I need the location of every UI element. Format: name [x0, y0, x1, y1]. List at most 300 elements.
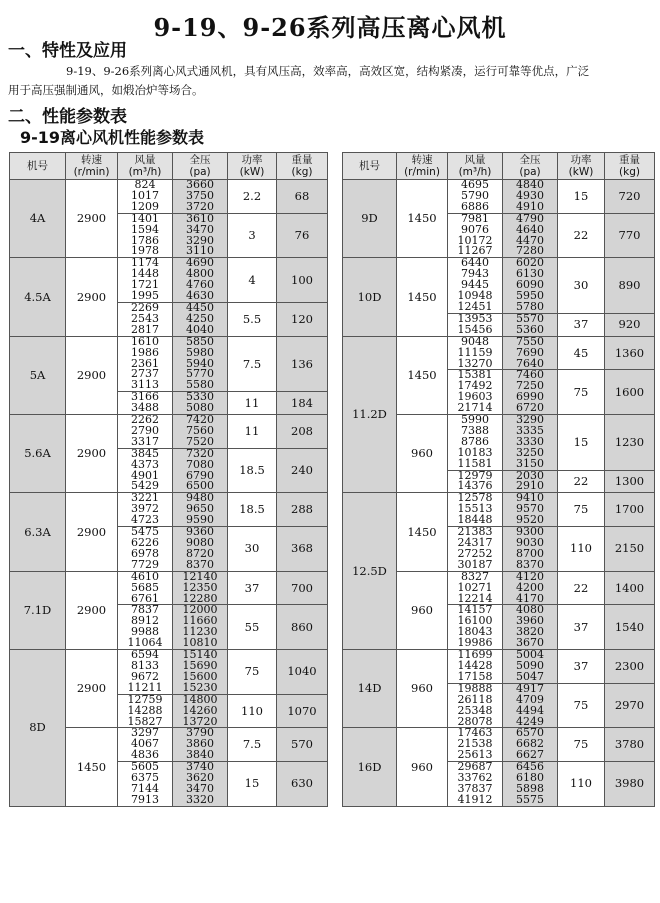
column-header-name: 功率	[241, 154, 263, 166]
flow-value: 11211	[127, 680, 163, 694]
power-cell: 7.5	[228, 336, 277, 392]
flow-cell	[118, 180, 173, 214]
flow-value: 9076	[461, 222, 489, 236]
pressure-value: 4800	[186, 267, 214, 281]
flow-cell	[118, 392, 173, 415]
flow-cell	[118, 650, 173, 695]
flow-value: 14376	[457, 479, 493, 493]
weight-cell: 136	[277, 336, 328, 392]
power-cell: 37	[558, 650, 605, 684]
pressure-value: 3660	[186, 179, 214, 191]
pressure-value: 12000	[182, 604, 218, 617]
weight-cell: 76	[277, 213, 328, 258]
column-header-name: 机号	[27, 160, 48, 172]
pressure-value: 5090	[516, 658, 544, 672]
column-header	[118, 153, 173, 180]
power-cell: 75	[228, 650, 277, 695]
power-cell: 3	[228, 213, 277, 258]
flow-value: 16100	[457, 614, 493, 628]
flow-cell	[118, 336, 173, 392]
flow-value: 8786	[461, 434, 489, 448]
pressure-value: 9410	[516, 492, 544, 505]
flow-cell	[448, 762, 503, 807]
pressure-value: 6020	[516, 257, 544, 270]
pressure-value: 4250	[186, 311, 214, 325]
flow-value: 2361	[131, 356, 159, 370]
pressure-cell	[503, 650, 558, 684]
power-cell: 75	[558, 683, 605, 728]
flow-cell	[118, 762, 173, 807]
model-cell: 12.5D	[343, 493, 397, 650]
speed-cell: 960	[397, 571, 448, 649]
flow-cell	[118, 527, 173, 572]
pressure-value: 6090	[516, 278, 544, 292]
pressure-value: 4760	[186, 278, 214, 292]
pressure-value: 4450	[186, 302, 214, 314]
pressure-cell	[503, 415, 558, 471]
pressure-value: 4120	[516, 571, 544, 583]
flow-cell	[448, 650, 503, 684]
flow-value: 7981	[461, 213, 489, 225]
table-row	[10, 258, 328, 269]
weight-cell: 770	[605, 213, 655, 258]
pressure-value: 6500	[186, 479, 214, 493]
model-cell: 8D	[10, 650, 66, 807]
flow-value: 8912	[131, 614, 159, 628]
pressure-value: 12140	[182, 571, 218, 583]
flow-cell	[118, 605, 173, 650]
pressure-value: 3720	[186, 199, 214, 213]
pressure-value: 15690	[182, 658, 218, 672]
pressure-value: 3290	[516, 414, 544, 427]
column-header	[605, 153, 655, 180]
pressure-value: 4790	[516, 213, 544, 225]
speed-cell: 960	[397, 728, 448, 806]
power-cell: 22	[558, 213, 605, 258]
flow-value: 2269	[131, 302, 159, 314]
flow-value: 4836	[131, 748, 159, 762]
flow-value: 19888	[457, 683, 493, 695]
pressure-value: 4690	[186, 257, 214, 270]
section-heading-parameters: 二、性能参数表	[8, 107, 127, 127]
speed-cell: 2900	[66, 650, 118, 728]
flow-cell	[118, 571, 173, 605]
pressure-value: 5850	[186, 336, 214, 348]
flow-value: 3845	[131, 448, 159, 460]
column-header-unit: (pa)	[519, 166, 541, 178]
pressure-value: 4709	[516, 692, 544, 706]
pressure-cell	[173, 694, 228, 728]
model-cell: 9D	[343, 180, 397, 258]
column-header-unit: (m³/h)	[458, 166, 492, 178]
power-cell: 11	[228, 415, 277, 449]
pressure-value: 3790	[186, 727, 214, 740]
pressure-value: 6790	[186, 468, 214, 482]
column-header-unit: (r/min)	[73, 166, 110, 178]
model-cell: 14D	[343, 650, 397, 728]
pressure-value: 5080	[186, 401, 214, 415]
pressure-value: 5950	[516, 289, 544, 303]
pressure-value: 13720	[182, 714, 218, 728]
weight-cell: 920	[605, 313, 655, 336]
table-title: 9-19离心风机性能参数表	[20, 128, 205, 147]
pressure-value: 3320	[186, 792, 214, 806]
speed-cell: 2900	[66, 180, 118, 258]
model-cell: 11.2D	[343, 336, 397, 493]
pressure-cell	[173, 493, 228, 527]
pressure-cell	[173, 180, 228, 214]
flow-value: 1721	[131, 278, 159, 292]
pressure-cell	[173, 415, 228, 449]
pressure-cell	[173, 302, 228, 336]
pressure-cell	[503, 728, 558, 762]
pressure-value: 5570	[516, 313, 544, 325]
pressure-value: 4840	[516, 179, 544, 191]
flow-value: 15381	[457, 369, 493, 382]
flow-value: 3317	[131, 434, 159, 448]
power-cell: 30	[558, 258, 605, 314]
flow-value: 1786	[131, 233, 159, 247]
weight-cell: 68	[277, 180, 328, 214]
flow-value: 7144	[131, 781, 159, 795]
speed-cell: 1450	[397, 180, 448, 258]
pressure-cell	[503, 313, 558, 336]
model-cell: 7.1D	[10, 571, 66, 649]
pressure-value: 7320	[186, 448, 214, 460]
flow-value: 9445	[461, 278, 489, 292]
power-cell: 30	[228, 527, 277, 572]
pressure-value: 6990	[516, 390, 544, 404]
flow-value: 25348	[457, 703, 493, 717]
speed-cell: 1450	[397, 258, 448, 336]
model-cell: 4A	[10, 180, 66, 258]
pressure-value: 9360	[186, 526, 214, 539]
pressure-cell	[503, 258, 558, 314]
speed-cell: 2900	[66, 258, 118, 336]
pressure-cell	[503, 762, 558, 807]
table-header-row	[10, 153, 328, 180]
pressure-value: 4917	[516, 683, 544, 695]
weight-cell: 2970	[605, 683, 655, 728]
pressure-cell	[503, 213, 558, 258]
column-header-unit: (pa)	[189, 166, 211, 178]
pressure-value: 5898	[516, 781, 544, 795]
model-cell: 5A	[10, 336, 66, 414]
flow-value: 11064	[127, 636, 163, 650]
column-header	[173, 153, 228, 180]
power-cell: 37	[558, 313, 605, 336]
column-header-unit: (kW)	[568, 166, 594, 178]
pressure-value: 3150	[516, 456, 544, 470]
flow-value: 15513	[457, 502, 493, 516]
weight-cell: 630	[277, 762, 328, 807]
power-cell: 110	[558, 527, 605, 572]
speed-cell: 2900	[66, 571, 118, 649]
flow-value: 7943	[461, 267, 489, 281]
table-row	[10, 180, 328, 191]
column-header-unit: (kg)	[291, 166, 313, 178]
power-cell: 22	[558, 571, 605, 605]
pressure-cell	[173, 448, 228, 493]
pressure-value: 3330	[516, 434, 544, 448]
table-row	[10, 336, 328, 347]
pressure-value: 15600	[182, 669, 218, 683]
power-cell: 110	[558, 762, 605, 807]
speed-cell: 1450	[66, 728, 118, 806]
column-header-unit: (kg)	[619, 166, 640, 178]
pressure-value: 9030	[516, 536, 544, 549]
flow-cell	[448, 470, 503, 493]
performance-table-left	[9, 152, 328, 807]
table-row	[10, 415, 328, 426]
flow-value: 18448	[457, 513, 493, 527]
pressure-value: 8720	[186, 546, 214, 560]
flow-value: 6226	[131, 536, 159, 549]
flow-cell	[118, 694, 173, 728]
pressure-cell	[173, 213, 228, 258]
flow-cell	[448, 493, 503, 527]
column-header	[397, 153, 448, 180]
table-row	[10, 493, 328, 504]
flow-cell	[448, 728, 503, 762]
flow-value: 7388	[461, 423, 489, 437]
flow-cell	[448, 370, 503, 415]
model-cell: 4.5A	[10, 258, 66, 336]
speed-cell: 2900	[66, 493, 118, 571]
flow-value: 3221	[131, 492, 159, 505]
weight-cell: 288	[277, 493, 328, 527]
pressure-value: 3670	[516, 636, 544, 650]
pressure-cell	[173, 728, 228, 762]
flow-value: 19603	[457, 390, 493, 404]
flow-value: 5475	[131, 526, 159, 539]
flow-value: 9988	[131, 625, 159, 639]
pressure-value: 5580	[186, 378, 214, 392]
column-header	[10, 153, 66, 180]
weight-cell: 890	[605, 258, 655, 314]
pressure-value: 5330	[186, 391, 214, 404]
pressure-value: 8700	[516, 546, 544, 560]
pressure-value: 7550	[516, 336, 544, 348]
weight-cell: 368	[277, 527, 328, 572]
flow-value: 17492	[457, 379, 493, 393]
flow-value: 27252	[457, 546, 493, 560]
flow-value: 4373	[131, 457, 159, 471]
weight-cell: 1600	[605, 370, 655, 415]
pressure-value: 4249	[516, 714, 544, 728]
speed-cell: 2900	[66, 415, 118, 493]
flow-value: 15456	[457, 322, 493, 336]
flow-value: 5990	[461, 414, 489, 427]
column-header-unit: (kW)	[239, 166, 265, 178]
flow-value: 4067	[131, 737, 159, 751]
flow-cell	[448, 415, 503, 471]
weight-cell: 100	[277, 258, 328, 303]
flow-value: 15827	[127, 714, 163, 728]
section-heading-features: 一、特性及应用	[8, 41, 127, 61]
flow-value: 2543	[131, 311, 159, 325]
column-header-unit: (r/min)	[404, 166, 440, 178]
flow-value: 1174	[131, 257, 159, 270]
flow-value: 1995	[131, 289, 159, 303]
flow-value: 25613	[457, 748, 493, 762]
pressure-value: 3820	[516, 625, 544, 639]
flow-value: 3113	[131, 378, 159, 392]
flow-value: 8327	[461, 571, 489, 583]
pressure-value: 11230	[182, 625, 218, 639]
flow-value: 14428	[457, 658, 493, 672]
power-cell: 55	[228, 605, 277, 650]
flow-cell	[448, 683, 503, 728]
power-cell: 22	[558, 470, 605, 493]
flow-value: 4723	[131, 513, 159, 527]
column-header	[558, 153, 605, 180]
flow-value: 7913	[131, 792, 159, 806]
pressure-value: 3335	[516, 423, 544, 437]
flow-cell	[448, 605, 503, 650]
flow-value: 2737	[131, 367, 159, 381]
flow-cell	[118, 302, 173, 336]
pressure-value: 3250	[516, 445, 544, 459]
pressure-value: 4630	[186, 289, 214, 303]
flow-value: 17463	[457, 727, 493, 740]
pressure-value: 5047	[516, 669, 544, 683]
flow-value: 3972	[131, 502, 159, 516]
flow-value: 1594	[131, 222, 159, 236]
pressure-value: 3610	[186, 213, 214, 225]
pressure-value: 5980	[186, 345, 214, 359]
pressure-value: 4040	[186, 322, 214, 336]
column-header-name: 功率	[570, 154, 592, 166]
pressure-cell	[173, 336, 228, 392]
flow-value: 6886	[461, 199, 489, 213]
flow-value: 6375	[131, 771, 159, 785]
column-header-name: 转速	[411, 154, 433, 166]
flow-value: 6978	[131, 546, 159, 560]
flow-cell	[118, 728, 173, 762]
model-cell: 6.3A	[10, 493, 66, 571]
description-paragraph	[8, 62, 653, 100]
pressure-value: 12280	[182, 591, 218, 605]
power-cell: 75	[558, 370, 605, 415]
flow-value: 12214	[457, 591, 493, 605]
pressure-cell	[173, 392, 228, 415]
flow-value: 3166	[131, 391, 159, 404]
pressure-value: 7280	[516, 244, 544, 258]
pressure-value: 11660	[182, 614, 218, 628]
flow-value: 5685	[131, 580, 159, 594]
flow-value: 7729	[131, 557, 159, 571]
flow-value: 10948	[457, 289, 493, 303]
flow-value: 6761	[131, 591, 159, 605]
flow-value: 10183	[457, 445, 493, 459]
weight-cell: 1040	[277, 650, 328, 695]
flow-value: 11267	[457, 244, 493, 258]
flow-value: 1209	[131, 199, 159, 213]
pressure-value: 7460	[516, 369, 544, 382]
flow-value: 14288	[127, 703, 163, 717]
pressure-value: 6720	[516, 401, 544, 415]
pressure-value: 3860	[186, 737, 214, 751]
flow-value: 26118	[457, 692, 493, 706]
pressure-value: 7560	[186, 423, 214, 437]
table-row	[343, 258, 655, 269]
weight-cell: 2300	[605, 650, 655, 684]
pressure-value: 3290	[186, 233, 214, 247]
model-cell: 5.6A	[10, 415, 66, 493]
power-cell: 37	[558, 605, 605, 650]
weight-cell: 3980	[605, 762, 655, 807]
column-header-name: 重量	[619, 154, 640, 166]
power-cell: 5.5	[228, 302, 277, 336]
pressure-value: 4200	[516, 580, 544, 594]
column-header	[277, 153, 328, 180]
table-row	[343, 493, 655, 504]
table-header-row	[343, 153, 655, 180]
pressure-value: 3740	[186, 761, 214, 774]
pressure-cell	[503, 571, 558, 605]
flow-value: 21714	[457, 401, 493, 415]
pressure-cell	[173, 762, 228, 807]
pressure-value: 4494	[516, 703, 544, 717]
pressure-value: 4930	[516, 188, 544, 202]
pressure-value: 4910	[516, 199, 544, 213]
flow-cell	[118, 415, 173, 449]
pressure-value: 7080	[186, 457, 214, 471]
pressure-cell	[173, 605, 228, 650]
power-cell: 110	[228, 694, 277, 728]
model-cell: 16D	[343, 728, 397, 806]
pressure-value: 5780	[516, 299, 544, 313]
flow-value: 9672	[131, 669, 159, 683]
column-header-name: 机号	[359, 160, 380, 172]
flow-value: 11159	[457, 345, 493, 359]
column-header	[66, 153, 118, 180]
weight-cell: 1540	[605, 605, 655, 650]
table-row	[343, 728, 655, 739]
pressure-value: 9300	[516, 526, 544, 539]
flow-value: 10271	[457, 580, 493, 594]
flow-cell	[448, 571, 503, 605]
column-header	[343, 153, 397, 180]
power-cell: 4	[228, 258, 277, 303]
table-row	[343, 336, 655, 347]
pressure-value: 6627	[516, 748, 544, 762]
flow-value: 1978	[131, 244, 159, 258]
pressure-cell	[503, 370, 558, 415]
flow-value: 1401	[131, 213, 159, 225]
pressure-value: 3470	[186, 222, 214, 236]
flow-value: 21383	[457, 526, 493, 539]
flow-cell	[448, 213, 503, 258]
pressure-value: 12350	[182, 580, 218, 594]
flow-value: 1448	[131, 267, 159, 281]
pressure-cell	[173, 650, 228, 695]
pressure-value: 7420	[186, 414, 214, 427]
pressure-value: 9650	[186, 502, 214, 516]
power-cell: 2.2	[228, 180, 277, 214]
table-row	[343, 650, 655, 661]
pressure-cell	[173, 527, 228, 572]
flow-cell	[448, 180, 503, 214]
pressure-value: 7690	[516, 345, 544, 359]
pressure-value: 3620	[186, 771, 214, 785]
weight-cell: 1700	[605, 493, 655, 527]
pressure-value: 9590	[186, 513, 214, 527]
flow-value: 12759	[127, 694, 163, 706]
weight-cell: 700	[277, 571, 328, 605]
flow-value: 4901	[131, 468, 159, 482]
